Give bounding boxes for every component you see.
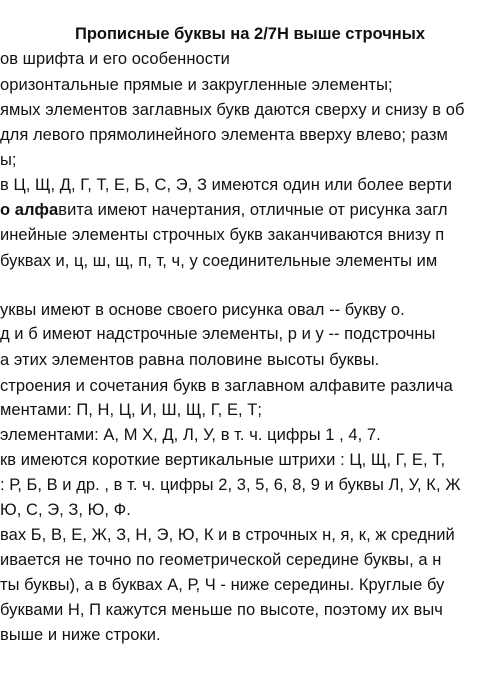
text-line: вах Б, В, Е, Ж, З, Н, Э, Ю, К и в строчных н, я, к, ж средний [0,526,455,544]
text-line: строения и сочетания букв в заглавном алфавите различа [0,377,453,395]
text-line: в Ц, Щ, Д, Г, Т, Е, Б, С, Э, З имеются один или более верти [0,176,453,194]
text-line: элементами: А, М Х, Д, Л, У, в т. ч. цифры 1 , 4, 7. [0,426,381,444]
text-line: ментами: П, Н, Ц, И, Ш, Щ, Г, Е, Т; [0,401,263,419]
text-line: ты буквы), а в буквах А, Р, Ч - ниже середины. Круглые бу [0,576,445,594]
text-line: Ю, С, Э, З, Ю, Ф. [0,501,131,519]
text-line: оризонтальные прямые и закругленные элементы; [0,76,393,94]
text-line: выше и ниже строки. [0,626,161,644]
text-line: ямых элементов заглавных букв даются сверху и снизу в об [0,101,465,119]
text-line: буквах и, ц, ш, щ, п, т, ч, у соединительные элементы им [0,252,438,270]
text-fragment: вита имеют начертания, отличные от рисунка загл [58,201,448,219]
text-line: инейные элементы строчных букв заканчиваются внизу п [0,226,445,244]
text-line: кв имеются короткие вертикальные штрихи : Ц, Щ, Г, Е, Т, [0,451,446,469]
text-line: ы; [0,151,17,169]
text-line: а этих элементов равна половине высоты буквы. [0,351,380,369]
text-line: : Р, Б, В и др. , в т. ч. цифры 2, 3, 5, 6, 8, 9 и буквы Л, У, К, Ж [0,476,461,494]
text-line: буквами Н, П кажутся меньше по высоте, поэтому их выч [0,601,443,619]
text-line: ов шрифта и его особенности [0,50,230,68]
text-line [0,199,448,221]
text-line: д и б имеют надстрочные элементы, р и у -- подстрочны [0,325,436,343]
text-line: ивается не точно по геометрической середине буквы, а н [0,551,442,569]
document-title: Прописные буквы на 2/7Н выше строчных [74,25,426,43]
bold-text-fragment: о алфа [0,201,59,219]
text-line: уквы имеют в основе своего рисунка овал -- букву о. [0,301,405,319]
text-line: для левого прямолинейного элемента вверху влево; разм [0,126,448,144]
